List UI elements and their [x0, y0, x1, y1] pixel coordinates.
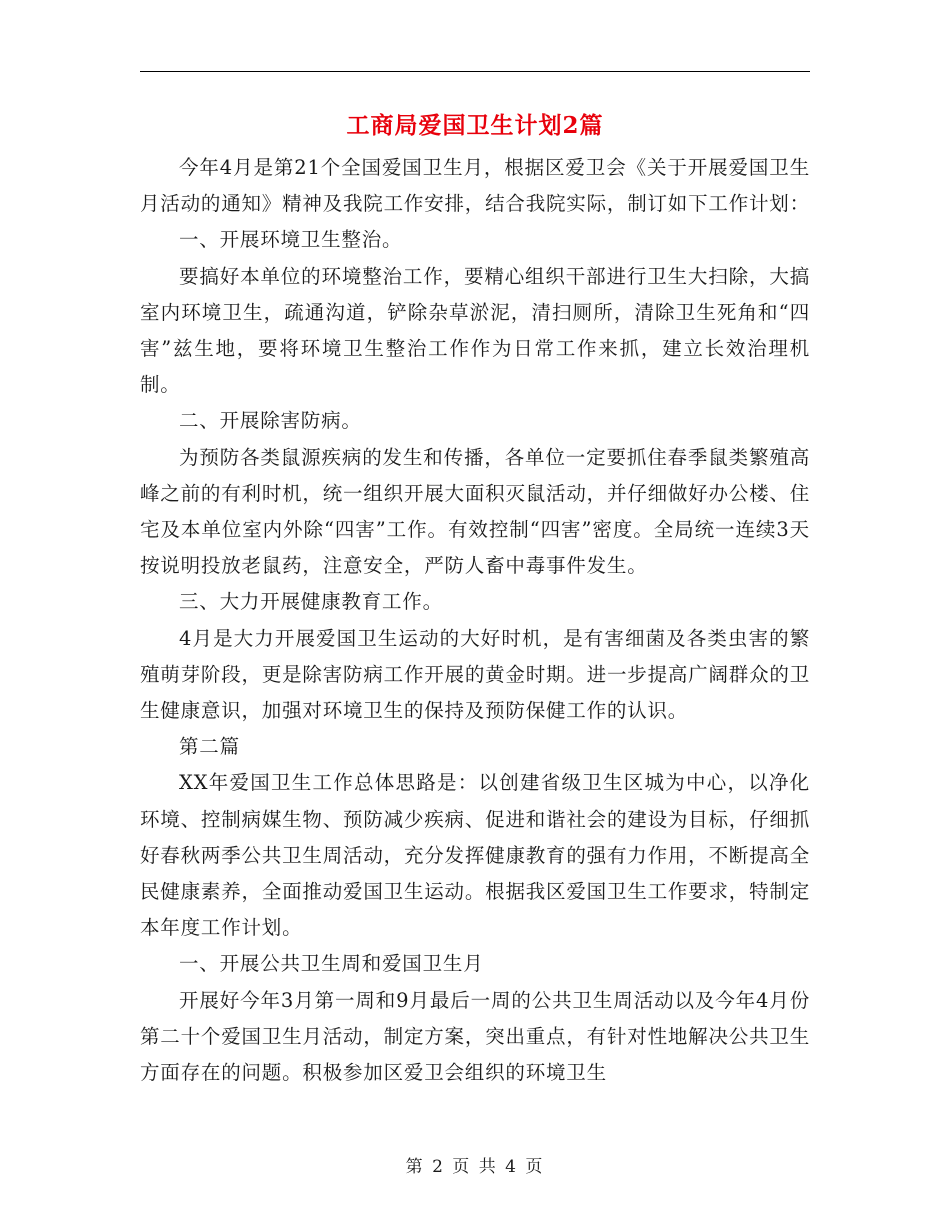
document-body — [140, 150, 810, 1091]
page-footer: 第 2 页 共 4 页 — [405, 1157, 545, 1177]
heading-section-3: 三、大力开展健康教育工作。 — [179, 590, 443, 614]
heading-part-2: 第二篇 — [179, 735, 240, 759]
paragraph-part-2-section-1: 开展好今年3月第一周和9月最后一周的公共卫生周活动以及今年4月份第二十个爱国卫生月活动，制定方案，突出重点，有针对性地解决公共卫生方面存在的问题。积极参加区爱卫会组织的环境卫生 — [140, 988, 810, 1085]
paragraph-section-2: 为预防各类鼠源疾病的发生和传播，各单位一定要抓住春季鼠类繁殖高峰之前的有利时机，统一组织开展大面积灭鼠活动，并仔细做好办公楼、住宅及本单位室内外除“四害”工作。有效控制“四害”密度。全局统一连续3天按说明投放老鼠药，注意安全，严防人畜中毒事件发生。 — [140, 445, 810, 578]
heading-section-1: 一、开展环境卫生整治。 — [179, 228, 403, 252]
heading-section-2: 二、开展除害防病。 — [179, 409, 362, 433]
paragraph-section-1: 要搞好本单位的环境整治工作，要精心组织干部进行卫生大扫除，大搞室内环境卫生，疏通沟道，铲除杂草淤泥，清扫厕所，清除卫生死角和“四害”兹生地，要将环境卫生整治工作作为日常工作来抓，建立长效治理机制。 — [140, 264, 810, 397]
paragraph-intro: 今年4月是第21个全国爱国卫生月，根据区爱卫会《关于开展爱国卫生月活动的通知》精神及我院工作安排，结合我院实际，制订如下工作计划： — [140, 156, 810, 216]
paragraph-section-3: 4月是大力开展爱国卫生运动的大好时机，是有害细菌及各类虫害的繁殖萌芽阶段，更是除害防病工作开展的黄金时期。进一步提高广阔群众的卫生健康意识，加强对环境卫生的保持及预防保健工作的认识。 — [140, 626, 810, 723]
heading-part-2-section-1: 一、开展公共卫生周和爱国卫生月 — [179, 952, 484, 976]
header-rule — [140, 71, 810, 72]
document-title: 工商局爱国卫生计划2篇 — [346, 112, 604, 139]
paragraph-part-2-intro: XX年爱国卫生工作总体思路是：以创建省级卫生区城为中心，以净化环境、控制病媒生物、预防减少疾病、促进和谐社会的建设为目标，仔细抓好春秋两季公共卫生周活动，充分发挥健康教育的强有力作用，不断提高全民健康素养，全面推动爱国卫生运动。根据我区爱国卫生工作要求，特制定本年度工作计划。 — [140, 771, 810, 940]
